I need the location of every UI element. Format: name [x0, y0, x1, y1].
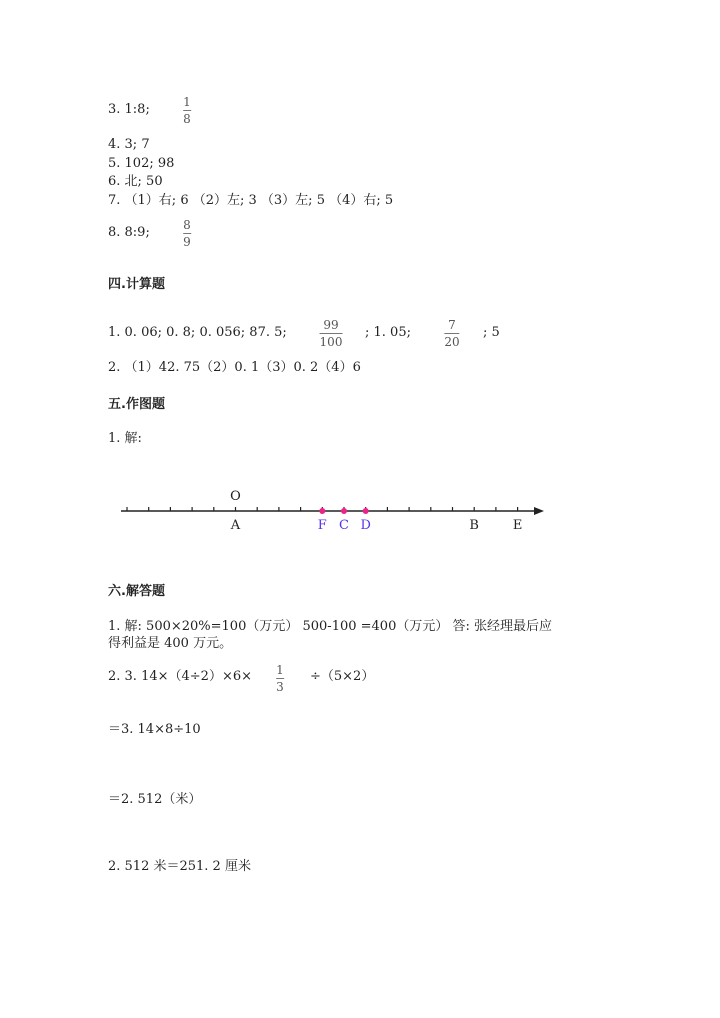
- arrow-icon: [534, 507, 544, 515]
- numerator: 99: [323, 318, 339, 332]
- answer-q6: 6. 北; 50: [108, 174, 163, 189]
- drawing-q1: 1. 解:: [108, 431, 142, 446]
- problem-q2-step1: ＝3. 14×8÷10: [108, 722, 201, 737]
- denominator: 100: [319, 335, 343, 349]
- problem-q1-line2: 得利益是 400 万元。: [108, 636, 233, 651]
- denominator: 3: [276, 680, 284, 694]
- fraction-1-3: [276, 663, 284, 694]
- section-title-calc: 四.计算题: [108, 277, 165, 292]
- point-label-f: F: [317, 518, 327, 533]
- problem-q2-part2: ÷（5×2）: [310, 669, 375, 684]
- point-dot: [341, 508, 347, 514]
- origin-label: O: [230, 489, 241, 504]
- calc-q2: 2. （1）42. 75（2）0. 1（3）0. 2（4）6: [108, 360, 361, 375]
- point-dot: [363, 508, 369, 514]
- answer-q4: 4. 3; 7: [108, 137, 150, 152]
- answer-q5: 5. 102; 98: [108, 156, 175, 171]
- numerator: 1: [276, 663, 284, 677]
- calc-q1-part3: ; 5: [483, 325, 500, 340]
- answer-q7: 7. （1）右; 6 （2）左; 3 （3）左; 5 （4）右; 5: [108, 193, 394, 208]
- answer-q8: 8. 8:9;: [108, 225, 150, 240]
- problem-q2-step3: 2. 512 米＝251. 2 厘米: [108, 859, 251, 874]
- point-label-b: B: [469, 518, 479, 533]
- point-label-a: A: [230, 518, 241, 533]
- problem-q2-part1: 2. 3. 14×（4÷2）×6×: [108, 669, 252, 684]
- denominator: 20: [444, 335, 460, 349]
- point-dot: [319, 508, 325, 514]
- numerator: 1: [183, 95, 191, 109]
- problem-q1-line1: 1. 解: 500×20%=100（万元） 500-100 =400（万元） 答: 张经理最后应: [108, 619, 552, 634]
- numerator: 8: [183, 218, 191, 232]
- answer-q3: 3. 1:8;: [108, 102, 150, 117]
- point-label-e: E: [512, 518, 523, 533]
- calc-q1-part1: 1. 0. 06; 0. 8; 0. 056; 87. 5;: [108, 325, 287, 340]
- point-label-d: D: [360, 518, 371, 533]
- section-title-drawing: 五.作图题: [108, 397, 165, 412]
- numerator: 7: [448, 318, 456, 332]
- point-label-c: C: [339, 518, 349, 533]
- calc-q1-part2: ; 1. 05;: [365, 325, 411, 340]
- denominator: 8: [183, 112, 191, 126]
- section-title-problems: 六.解答题: [108, 584, 165, 599]
- denominator: 9: [183, 235, 191, 249]
- problem-q2-step2: ＝2. 512（米）: [108, 792, 202, 807]
